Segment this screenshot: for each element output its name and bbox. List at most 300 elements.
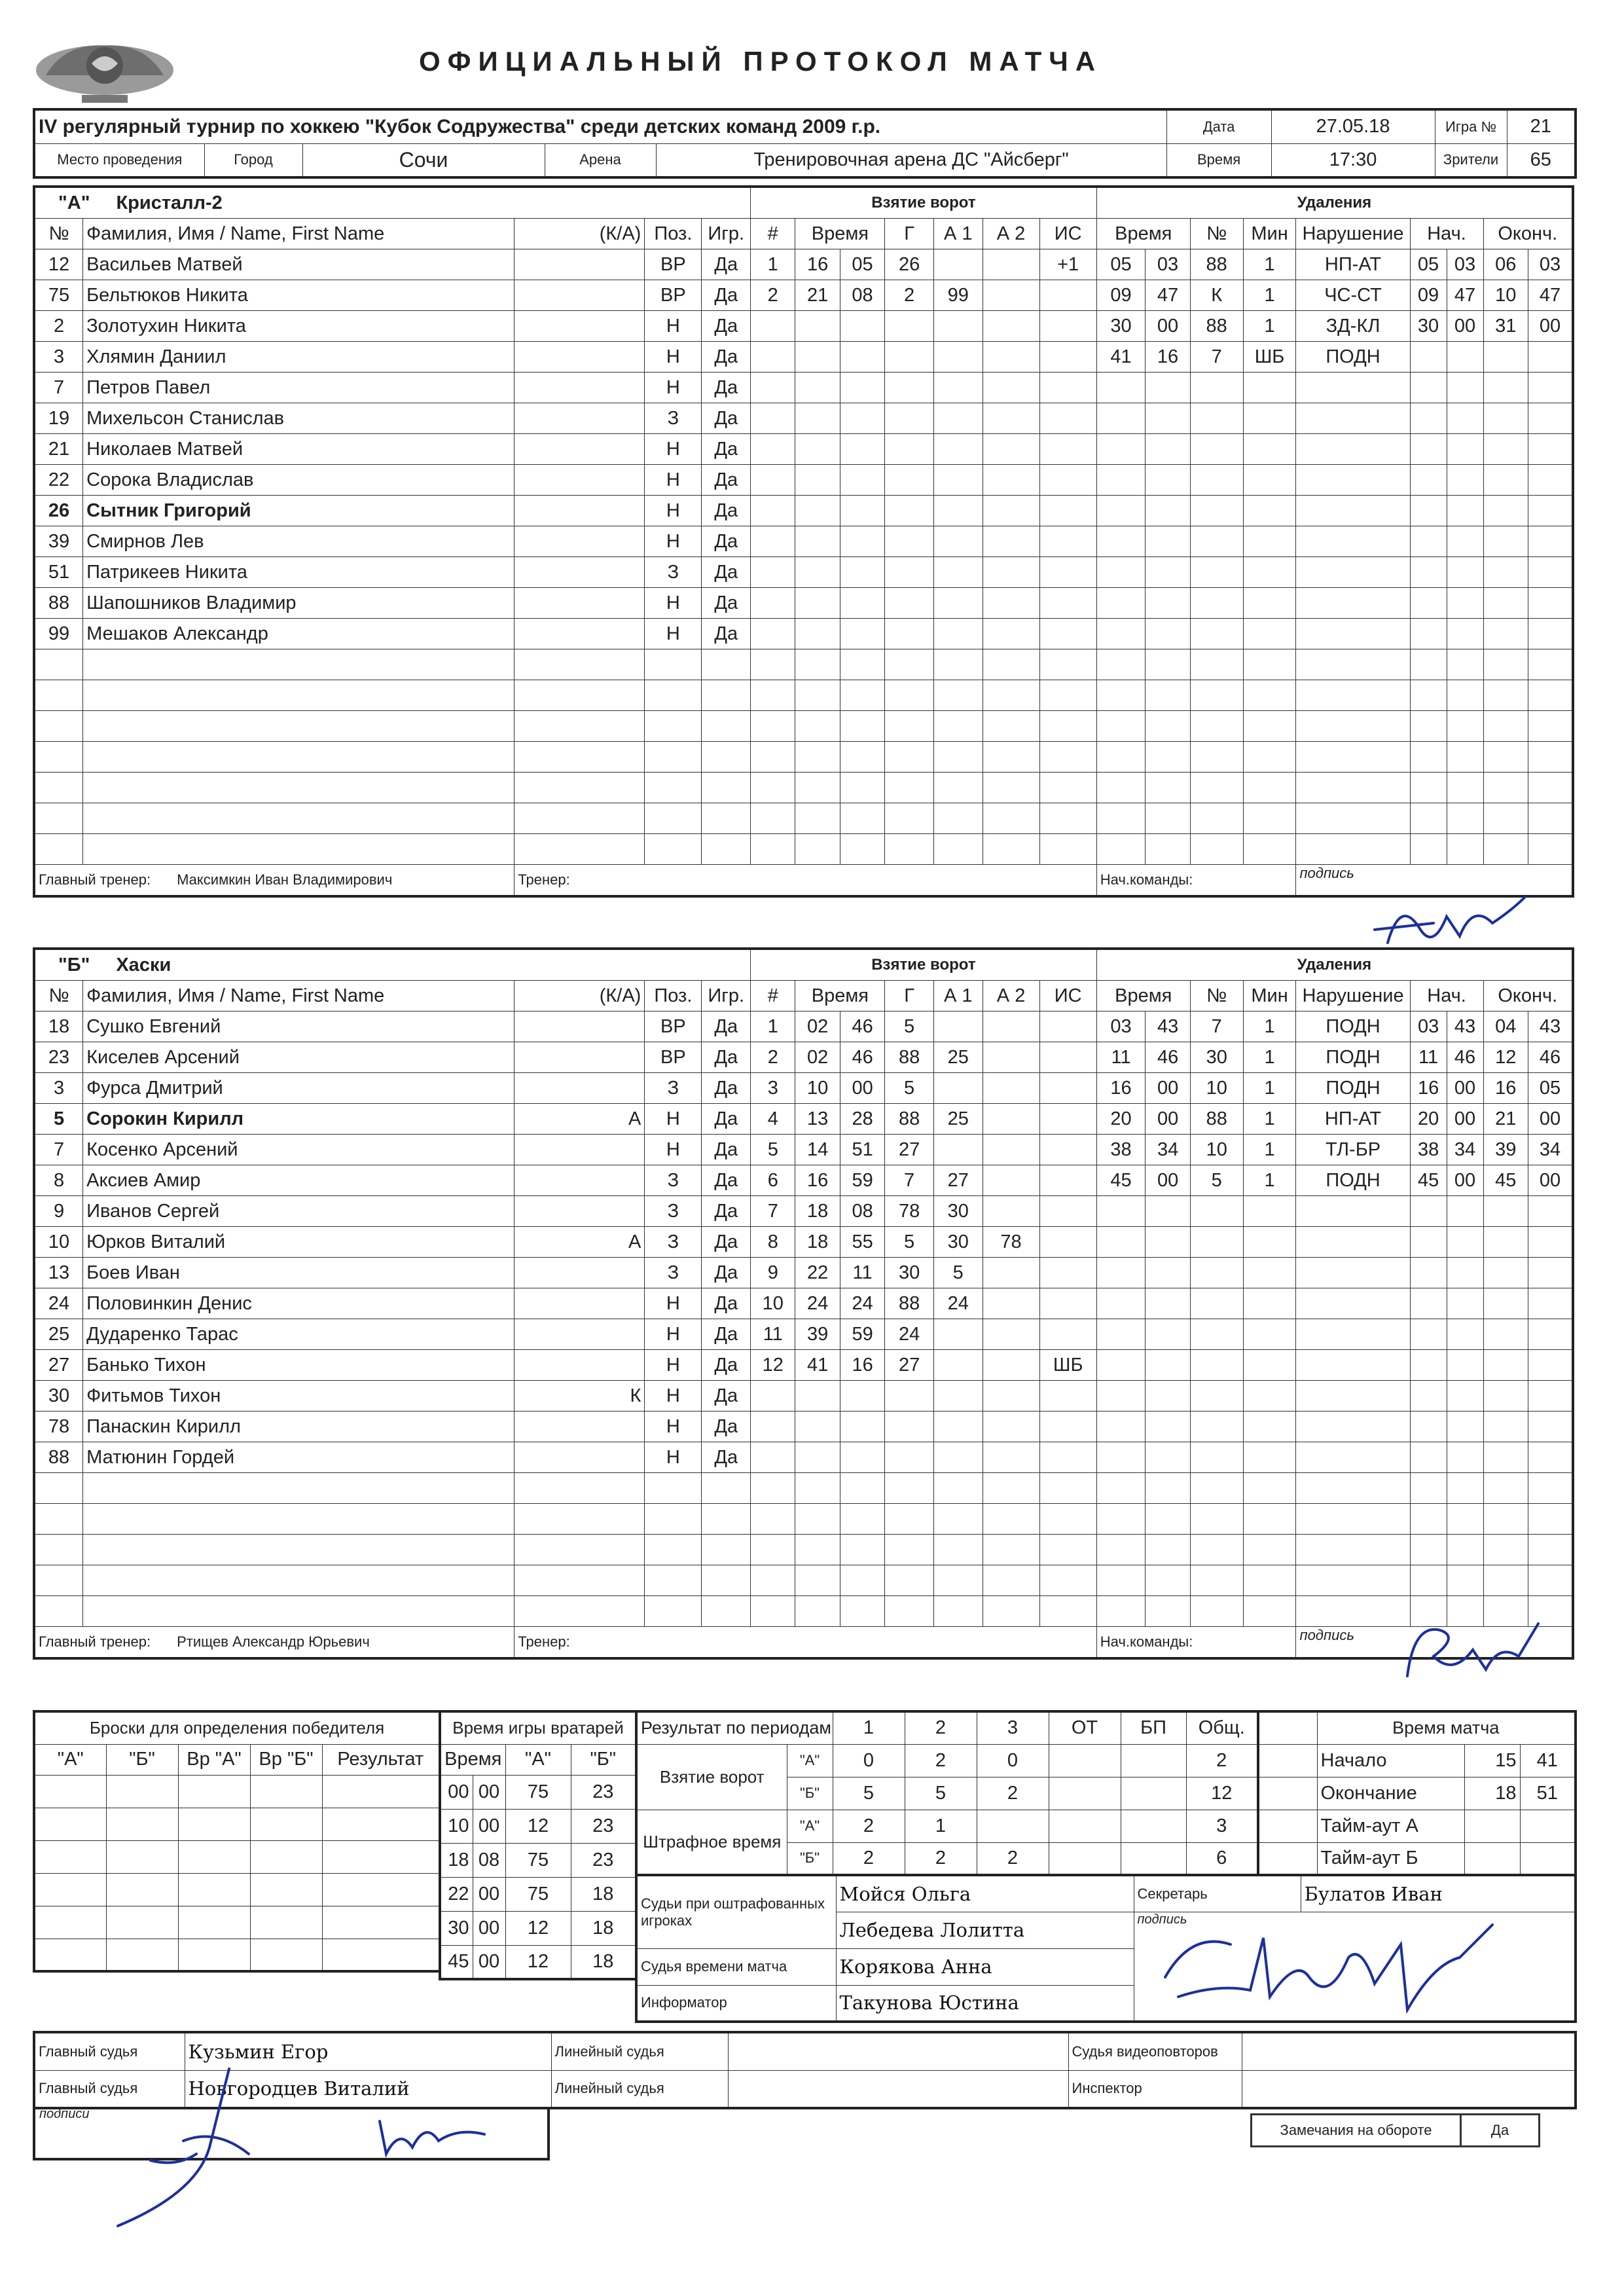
goal-assist-2 bbox=[983, 1535, 1039, 1565]
goal-minute bbox=[795, 1596, 840, 1627]
player-number: 78 bbox=[34, 1412, 83, 1442]
penalty-minutes bbox=[1243, 373, 1296, 403]
player-position: Н bbox=[645, 1442, 702, 1473]
penalty-end-minute: 10 bbox=[1483, 280, 1528, 311]
penalty-second bbox=[1146, 557, 1190, 588]
player-position: Н bbox=[645, 1104, 702, 1135]
penalty-violation bbox=[1296, 711, 1410, 742]
goal-scorer bbox=[885, 526, 934, 557]
captain-cell: Нач.команды: bbox=[1096, 1627, 1296, 1659]
penalty-start-minute bbox=[1410, 588, 1447, 619]
penalty-minutes bbox=[1243, 834, 1296, 865]
goal-situation bbox=[1039, 1412, 1096, 1442]
penalty-start-minute bbox=[1410, 834, 1447, 865]
player-role bbox=[514, 742, 645, 773]
goal-second bbox=[840, 773, 884, 803]
player-number: 7 bbox=[34, 1135, 83, 1165]
timeout-a-label: Тайм-аут А bbox=[1317, 1810, 1464, 1842]
penalties-section-title: Удаления bbox=[1096, 187, 1573, 219]
player-name: Бельтюков Никита bbox=[83, 280, 514, 311]
player-played: Да bbox=[702, 496, 751, 526]
column-header-g_num: # bbox=[751, 981, 795, 1011]
penalty-end-second bbox=[1528, 373, 1573, 403]
player-position: Н bbox=[645, 496, 702, 526]
goal-situation bbox=[1039, 465, 1096, 496]
goal-assist-1: 99 bbox=[933, 280, 983, 311]
match-start-m: 15 bbox=[1464, 1744, 1520, 1777]
column-header-p_time: Время bbox=[1096, 981, 1190, 1011]
penalty-start-second bbox=[1447, 773, 1483, 803]
penalty-start-second bbox=[1447, 342, 1483, 373]
goal-situation bbox=[1039, 1319, 1096, 1350]
goal-minute: 18 bbox=[795, 1227, 840, 1258]
goalie-time-row bbox=[440, 1877, 636, 1911]
goal-minute bbox=[795, 1473, 840, 1504]
goals-b-bp bbox=[1121, 1777, 1186, 1810]
penalty-start-minute bbox=[1410, 803, 1447, 834]
penalty-violation bbox=[1296, 1258, 1410, 1288]
player-position: З bbox=[645, 557, 702, 588]
penalty-start-second bbox=[1447, 465, 1483, 496]
secretary-label: Секретарь bbox=[1134, 1875, 1301, 1912]
player-role bbox=[514, 680, 645, 711]
penalty-start-second bbox=[1447, 1288, 1483, 1319]
penalty-start-minute bbox=[1410, 680, 1447, 711]
penalty-start-second bbox=[1447, 1381, 1483, 1412]
goalie-change-second: 08 bbox=[473, 1843, 505, 1877]
goal-number bbox=[751, 403, 795, 434]
penalty-end-minute bbox=[1483, 1535, 1528, 1565]
goal-second bbox=[840, 311, 884, 342]
player-role: К bbox=[514, 1381, 645, 1412]
penalty-player bbox=[1190, 711, 1243, 742]
player-played: Да bbox=[702, 1319, 751, 1350]
goal-scorer: 78 bbox=[885, 1196, 934, 1227]
player-role bbox=[514, 1412, 645, 1442]
timeout-a-s bbox=[1520, 1810, 1576, 1842]
pen-b-p1: 2 bbox=[833, 1842, 905, 1875]
penalty-second bbox=[1146, 649, 1190, 680]
penalty-end-second bbox=[1528, 1196, 1573, 1227]
goal-assist-2 bbox=[983, 1381, 1039, 1412]
column-header-ka: (К/А) bbox=[514, 981, 645, 1011]
penalty-second bbox=[1146, 1258, 1190, 1288]
penalty-end-minute: 06 bbox=[1483, 249, 1528, 280]
player-row bbox=[34, 1319, 1573, 1350]
penalty-start-second bbox=[1447, 1350, 1483, 1381]
player-played: Да bbox=[702, 434, 751, 465]
goal-assist-1 bbox=[933, 834, 983, 865]
goal-number: 8 bbox=[751, 1227, 795, 1258]
penalty-minute: 41 bbox=[1096, 342, 1146, 373]
penalty-minutes bbox=[1243, 1196, 1296, 1227]
goal-number: 4 bbox=[751, 1104, 795, 1135]
player-position bbox=[645, 1473, 702, 1504]
player-number bbox=[34, 680, 83, 711]
penalty-start-minute bbox=[1410, 773, 1447, 803]
goal-second bbox=[840, 403, 884, 434]
player-number bbox=[34, 742, 83, 773]
column-header-g_is: ИС bbox=[1039, 981, 1096, 1011]
penalty-start-second: 34 bbox=[1447, 1135, 1483, 1165]
goal-number: 5 bbox=[751, 1135, 795, 1165]
player-position bbox=[645, 1565, 702, 1596]
penalty-minute bbox=[1096, 1504, 1146, 1535]
penalty-second bbox=[1146, 403, 1190, 434]
player-position: З bbox=[645, 1165, 702, 1196]
goals-section-title: Взятие ворот bbox=[751, 949, 1097, 981]
goal-second bbox=[840, 1535, 884, 1565]
main-ref-2: Новгородцев Виталий bbox=[185, 2070, 551, 2108]
player-role bbox=[514, 1042, 645, 1073]
team-b-section bbox=[33, 947, 1574, 1660]
goal-minute bbox=[795, 557, 840, 588]
player-number bbox=[34, 1596, 83, 1627]
player-row bbox=[34, 711, 1573, 742]
player-name bbox=[83, 1473, 514, 1504]
referee-signature-2 bbox=[367, 2108, 497, 2167]
goal-number: 3 bbox=[751, 1073, 795, 1104]
match-end-label: Окончание bbox=[1317, 1777, 1464, 1810]
goal-number bbox=[751, 311, 795, 342]
player-role bbox=[514, 1442, 645, 1473]
goal-second: 08 bbox=[840, 280, 884, 311]
period-col: 2 bbox=[905, 1711, 977, 1744]
penalty-violation bbox=[1296, 649, 1410, 680]
goal-situation bbox=[1039, 526, 1096, 557]
goal-situation bbox=[1039, 1288, 1096, 1319]
player-position bbox=[645, 1535, 702, 1565]
player-position: Н bbox=[645, 342, 702, 373]
goal-number: 9 bbox=[751, 1258, 795, 1288]
goal-second bbox=[840, 373, 884, 403]
team-header-row bbox=[34, 187, 1573, 219]
penalty-start-minute: 03 bbox=[1410, 1011, 1447, 1042]
player-number: 21 bbox=[34, 434, 83, 465]
goalie-a-number: 12 bbox=[505, 1945, 571, 1979]
goal-number bbox=[751, 557, 795, 588]
penalty-end-minute bbox=[1483, 1288, 1528, 1319]
penalty-end-second bbox=[1528, 1258, 1573, 1288]
penalty-end-minute bbox=[1483, 526, 1528, 557]
goalie-b-number: 23 bbox=[571, 1809, 636, 1843]
goal-assist-1 bbox=[933, 773, 983, 803]
penalty-second bbox=[1146, 1381, 1190, 1412]
player-position: З bbox=[645, 1227, 702, 1258]
period-col: 3 bbox=[977, 1711, 1049, 1744]
goal-number bbox=[751, 1442, 795, 1473]
player-number: 9 bbox=[34, 1196, 83, 1227]
player-name bbox=[83, 773, 514, 803]
penalty-start-second: 47 bbox=[1447, 280, 1483, 311]
penalty-start-second bbox=[1447, 1473, 1483, 1504]
goal-situation bbox=[1039, 496, 1096, 526]
goal-situation bbox=[1039, 1196, 1096, 1227]
player-name: Мешаков Александр bbox=[83, 619, 514, 649]
penalty-end-second bbox=[1528, 834, 1573, 865]
goal-assist-1 bbox=[933, 1011, 983, 1042]
column-header-g_a2: А 2 bbox=[983, 981, 1039, 1011]
penalty-start-minute bbox=[1410, 1381, 1447, 1412]
penalty-start-minute bbox=[1410, 526, 1447, 557]
goal-assist-1 bbox=[933, 649, 983, 680]
penalty-second: 43 bbox=[1146, 1011, 1190, 1042]
penalty-player bbox=[1190, 773, 1243, 803]
penalty-violation: ТЛ-БР bbox=[1296, 1135, 1410, 1165]
player-name: Боев Иван bbox=[83, 1258, 514, 1288]
team-name: Кристалл-2 bbox=[116, 192, 223, 213]
goal-scorer bbox=[885, 1381, 934, 1412]
pen-b-ot bbox=[1049, 1842, 1121, 1875]
penalty-end-minute bbox=[1483, 1381, 1528, 1412]
penalty-minutes bbox=[1243, 803, 1296, 834]
penalty-player bbox=[1190, 373, 1243, 403]
penalty-minute bbox=[1096, 711, 1146, 742]
player-played bbox=[702, 773, 751, 803]
player-name bbox=[83, 1535, 514, 1565]
goal-assist-1: 25 bbox=[933, 1042, 983, 1073]
goal-second bbox=[840, 496, 884, 526]
goal-assist-1 bbox=[933, 742, 983, 773]
penalty-player bbox=[1190, 1412, 1243, 1442]
penalty-end-minute bbox=[1483, 373, 1528, 403]
shootout-col: "А" bbox=[34, 1744, 106, 1775]
player-row bbox=[34, 249, 1573, 280]
goal-situation bbox=[1039, 1504, 1096, 1535]
penalty-player bbox=[1190, 1442, 1243, 1473]
column-header-p_start: Нач. bbox=[1410, 219, 1483, 249]
player-number: 12 bbox=[34, 249, 83, 280]
player-row bbox=[34, 1011, 1573, 1042]
goal-assist-2 bbox=[983, 619, 1039, 649]
goal-situation bbox=[1039, 1473, 1096, 1504]
goal-minute bbox=[795, 1412, 840, 1442]
goals-a-p1: 0 bbox=[833, 1744, 905, 1777]
column-header-g_a1: А 1 bbox=[933, 981, 983, 1011]
penalty-minutes: 1 bbox=[1243, 1104, 1296, 1135]
penalty-second bbox=[1146, 1442, 1190, 1473]
player-position: Н bbox=[645, 1135, 702, 1165]
penalty-player: 10 bbox=[1190, 1073, 1243, 1104]
penalty-start-minute bbox=[1410, 1288, 1447, 1319]
player-name: Матюнин Гордей bbox=[83, 1442, 514, 1473]
column-header-num: № bbox=[34, 981, 83, 1011]
player-name bbox=[83, 680, 514, 711]
goal-second: 59 bbox=[840, 1319, 884, 1350]
penalty-minute bbox=[1096, 1473, 1146, 1504]
goal-assist-1 bbox=[933, 588, 983, 619]
column-header-num: № bbox=[34, 219, 83, 249]
goal-assist-2 bbox=[983, 311, 1039, 342]
match-end-s: 51 bbox=[1520, 1777, 1576, 1810]
column-header-g_g: Г bbox=[885, 981, 934, 1011]
player-row bbox=[34, 373, 1573, 403]
player-role bbox=[514, 834, 645, 865]
penalty-player bbox=[1190, 557, 1243, 588]
penalty-end-minute: 16 bbox=[1483, 1073, 1528, 1104]
goal-second: 28 bbox=[840, 1104, 884, 1135]
player-played bbox=[702, 680, 751, 711]
penalty-violation: ЗД-КЛ bbox=[1296, 311, 1410, 342]
penalty-second bbox=[1146, 1504, 1190, 1535]
player-row bbox=[34, 1288, 1573, 1319]
player-position: ВР bbox=[645, 1011, 702, 1042]
player-row bbox=[34, 1442, 1573, 1473]
goalie-change-minute: 00 bbox=[440, 1775, 473, 1809]
penalty-start-minute bbox=[1410, 434, 1447, 465]
player-role bbox=[514, 342, 645, 373]
player-played bbox=[702, 803, 751, 834]
match-time-table bbox=[1257, 1710, 1577, 1876]
goal-assist-2 bbox=[983, 649, 1039, 680]
player-role bbox=[514, 1288, 645, 1319]
penalty-start-minute: 16 bbox=[1410, 1073, 1447, 1104]
penalty-end-minute bbox=[1483, 803, 1528, 834]
coach-row bbox=[34, 865, 1573, 897]
arena-label: Арена bbox=[545, 143, 656, 177]
penalty-minutes bbox=[1243, 1535, 1296, 1565]
penalty-end-minute bbox=[1483, 619, 1528, 649]
column-header-row bbox=[34, 219, 1573, 249]
sign-cell: подпись bbox=[1296, 1627, 1573, 1659]
penalty-player bbox=[1190, 680, 1243, 711]
penalty-violation: ПОДН bbox=[1296, 1073, 1410, 1104]
penalty-violation bbox=[1296, 496, 1410, 526]
penalty-player bbox=[1190, 1288, 1243, 1319]
penalty-judges-label: Судьи при оштрафованных игроках bbox=[636, 1875, 836, 1948]
goal-assist-1 bbox=[933, 373, 983, 403]
goal-scorer bbox=[885, 742, 934, 773]
player-role bbox=[514, 649, 645, 680]
player-name bbox=[83, 834, 514, 865]
goals-a-bp bbox=[1121, 1744, 1186, 1777]
penalty-player bbox=[1190, 834, 1243, 865]
goalie-time-row bbox=[440, 1843, 636, 1877]
player-played: Да bbox=[702, 1196, 751, 1227]
penalty-player bbox=[1190, 1258, 1243, 1288]
goal-number bbox=[751, 803, 795, 834]
penalty-violation bbox=[1296, 803, 1410, 834]
penalty-player: 7 bbox=[1190, 1011, 1243, 1042]
goal-number bbox=[751, 619, 795, 649]
goal-second: 46 bbox=[840, 1011, 884, 1042]
column-header-name: Фамилия, Имя / Name, First Name bbox=[83, 219, 514, 249]
goalie-a-number: 12 bbox=[505, 1911, 571, 1945]
penalty-start-second bbox=[1447, 588, 1483, 619]
penalty-minute bbox=[1096, 1196, 1146, 1227]
team-name-cell bbox=[34, 949, 751, 981]
penalty-minute bbox=[1096, 803, 1146, 834]
penalty-player: 88 bbox=[1190, 311, 1243, 342]
penalty-minute bbox=[1096, 834, 1146, 865]
penalty-start-minute bbox=[1410, 711, 1447, 742]
player-name bbox=[83, 711, 514, 742]
player-name: Васильев Матвей bbox=[83, 249, 514, 280]
goal-number bbox=[751, 588, 795, 619]
player-position: З bbox=[645, 1258, 702, 1288]
penalty-minutes bbox=[1243, 711, 1296, 742]
column-header-p_min: Мин bbox=[1243, 219, 1296, 249]
goalie-a-number: 75 bbox=[505, 1877, 571, 1911]
player-name: Киселев Арсений bbox=[83, 1042, 514, 1073]
goal-assist-1 bbox=[933, 434, 983, 465]
penalty-start-minute bbox=[1410, 1535, 1447, 1565]
player-row bbox=[34, 1565, 1573, 1596]
penalty-start-minute: 45 bbox=[1410, 1165, 1447, 1196]
penalty-minutes bbox=[1243, 496, 1296, 526]
goal-situation bbox=[1039, 711, 1096, 742]
player-number bbox=[34, 649, 83, 680]
player-position: Н bbox=[645, 434, 702, 465]
column-header-g_num: # bbox=[751, 219, 795, 249]
player-role bbox=[514, 373, 645, 403]
goal-second: 46 bbox=[840, 1042, 884, 1073]
penalty-minutes bbox=[1243, 1473, 1296, 1504]
player-played bbox=[702, 1565, 751, 1596]
penalty-second bbox=[1146, 711, 1190, 742]
penalty-minute bbox=[1096, 773, 1146, 803]
goal-scorer: 88 bbox=[885, 1288, 934, 1319]
penalty-start-second: 46 bbox=[1447, 1042, 1483, 1073]
penalty-end-minute bbox=[1483, 834, 1528, 865]
goal-assist-1: 30 bbox=[933, 1196, 983, 1227]
secretary-signature bbox=[1152, 1918, 1519, 2030]
goals-a-p3: 0 bbox=[977, 1744, 1049, 1777]
penalty-minute bbox=[1096, 588, 1146, 619]
penalty-violation bbox=[1296, 1288, 1410, 1319]
penalty-minutes bbox=[1243, 526, 1296, 557]
goal-scorer bbox=[885, 342, 934, 373]
penalty-player bbox=[1190, 526, 1243, 557]
penalty-violation bbox=[1296, 742, 1410, 773]
goal-scorer bbox=[885, 1565, 934, 1596]
player-played: Да bbox=[702, 1011, 751, 1042]
goalie-change-minute: 30 bbox=[440, 1911, 473, 1945]
penalty-start-minute bbox=[1410, 1442, 1447, 1473]
penalty-violation bbox=[1296, 1473, 1410, 1504]
player-played: Да bbox=[702, 1227, 751, 1258]
player-row bbox=[34, 1473, 1573, 1504]
game-value: 21 bbox=[1507, 109, 1576, 143]
penalty-second bbox=[1146, 1350, 1190, 1381]
penalty-end-minute bbox=[1483, 1565, 1528, 1596]
penalty-violation bbox=[1296, 434, 1410, 465]
penalty-start-minute bbox=[1410, 649, 1447, 680]
penalty-end-second: 05 bbox=[1528, 1073, 1573, 1104]
penalty-start-second bbox=[1447, 1535, 1483, 1565]
penalty-end-second bbox=[1528, 1442, 1573, 1473]
penalty-minute bbox=[1096, 1227, 1146, 1258]
penalty-minute bbox=[1096, 1596, 1146, 1627]
goal-scorer: 5 bbox=[885, 1227, 934, 1258]
player-row bbox=[34, 1073, 1573, 1104]
penalty-minute bbox=[1096, 619, 1146, 649]
pen-a-bp bbox=[1121, 1810, 1186, 1842]
coach-name: Максимкин Иван Владимирович bbox=[177, 871, 393, 888]
column-header-play: Игр. bbox=[702, 981, 751, 1011]
penalty-end-minute bbox=[1483, 1258, 1528, 1288]
penalty-start-minute bbox=[1410, 1504, 1447, 1535]
goal-situation bbox=[1039, 403, 1096, 434]
goal-assist-1 bbox=[933, 1319, 983, 1350]
penalty-minute bbox=[1096, 1381, 1146, 1412]
penalty-violation: НП-АТ bbox=[1296, 1104, 1410, 1135]
shootout-col: Вр "Б" bbox=[250, 1744, 322, 1775]
goalie-change-second: 00 bbox=[473, 1809, 505, 1843]
goal-situation: +1 bbox=[1039, 249, 1096, 280]
goalie-change-minute: 10 bbox=[440, 1809, 473, 1843]
goal-minute bbox=[795, 1535, 840, 1565]
